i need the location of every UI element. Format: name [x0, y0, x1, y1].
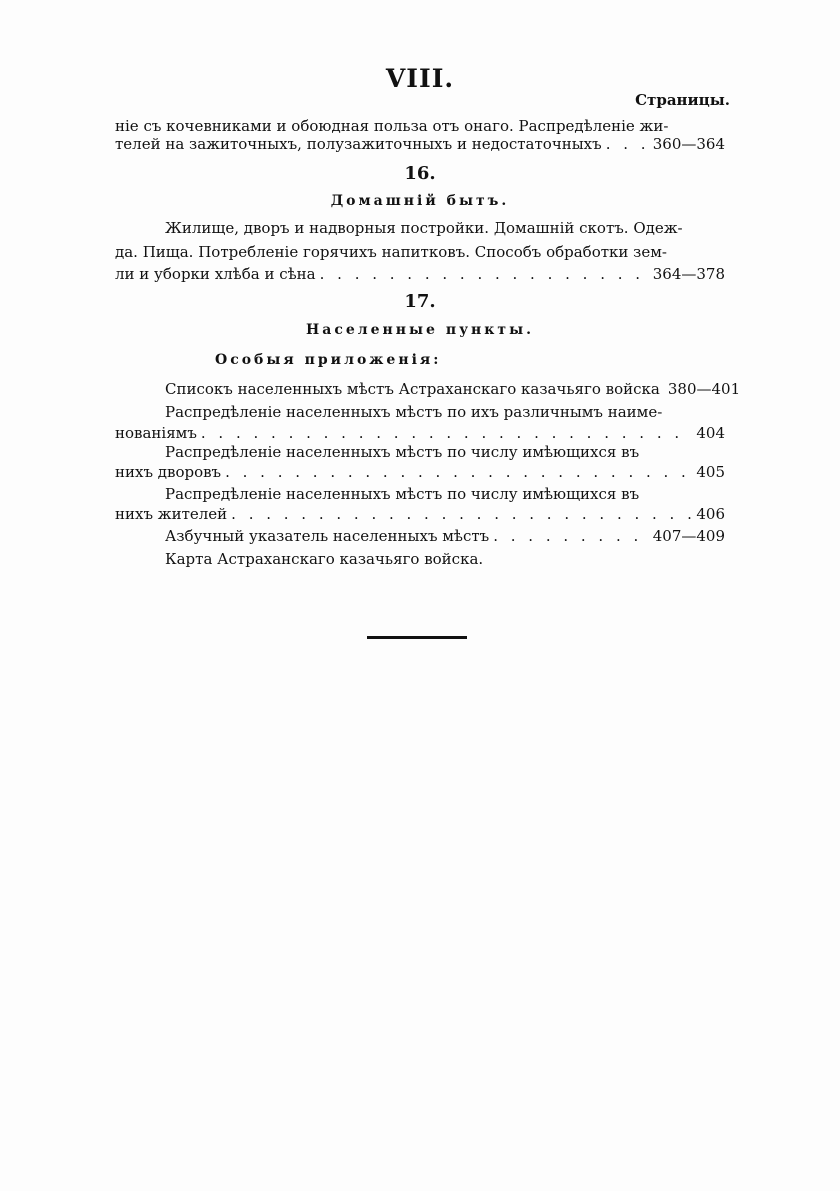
toc-entry-row: [165, 380, 741, 400]
entry-text-line: телей на зажиточныхъ, полузажиточныхъ и недостаточныхъ: [115, 135, 602, 153]
entry-text-line: да. Пища. Потребленіе горячихъ напитковъ. Способъ обработки зем-: [115, 243, 667, 261]
toc-entry-row: [165, 527, 725, 547]
page-range: 380—401: [667, 380, 741, 398]
toc-entry-row: [115, 463, 725, 483]
page-range: 404: [696, 424, 725, 442]
entry-text-line: Распредѣленіе населенныхъ мѣстъ по ихъ различнымъ наиме-: [165, 403, 663, 421]
page-range: 360—364: [652, 135, 725, 153]
page-range: 407—409: [652, 527, 725, 545]
entry-text-line: Карта Астраханскаго казачьяго войска.: [165, 550, 484, 568]
entry-text-line: ніе съ кочевниками и обоюдная польза отъ онаго. Распредѣленіе жи-: [115, 117, 669, 135]
dot-leader: [231, 505, 692, 523]
closing-rule: [367, 636, 467, 639]
toc-entry-row: [115, 135, 725, 155]
entry-text-line: Азбучный указатель населенныхъ мѣстъ: [165, 527, 490, 545]
section-number: 16.: [404, 163, 436, 184]
page-range: 364—378: [652, 265, 725, 283]
section-title: Домашній бытъ.: [330, 193, 510, 209]
section-number: 17.: [404, 291, 436, 312]
entry-text-line: Распредѣленіе населенныхъ мѣстъ по числу имѣющихся въ: [165, 485, 640, 503]
page-range: 406: [696, 505, 725, 523]
section-title: Населенные пункты.: [306, 322, 534, 338]
page-numeral: VIII.: [385, 64, 455, 93]
toc-entry-row: [115, 424, 725, 444]
entry-text-line: Списокъ населенныхъ мѣстъ Астраханскаго казачьяго войска: [165, 380, 660, 398]
entry-text-line: нованіямъ: [115, 424, 197, 442]
dot-leader: [225, 463, 692, 481]
entry-text-line: нихъ жителей: [115, 505, 228, 523]
dot-leader: [606, 135, 649, 153]
pages-column-label: Страницы.: [635, 91, 730, 109]
toc-entry-row: [115, 505, 725, 525]
entry-text-line: ли и уборки хлѣба и сѣна: [115, 265, 316, 283]
dot-leader: [201, 424, 692, 442]
entry-text-line: Распредѣленіе населенныхъ мѣстъ по числу имѣющихся въ: [165, 443, 640, 461]
dot-leader: [320, 265, 649, 283]
dot-leader: [493, 527, 649, 545]
appendix-heading: Особыя приложенія:: [215, 352, 442, 368]
entry-text-line: нихъ дворовъ: [115, 463, 222, 481]
entry-text-line: Жилище, дворъ и надворныя постройки. Домашній скотъ. Одеж-: [165, 219, 683, 237]
toc-entry-row: [115, 265, 725, 285]
page-range: 405: [696, 463, 725, 481]
